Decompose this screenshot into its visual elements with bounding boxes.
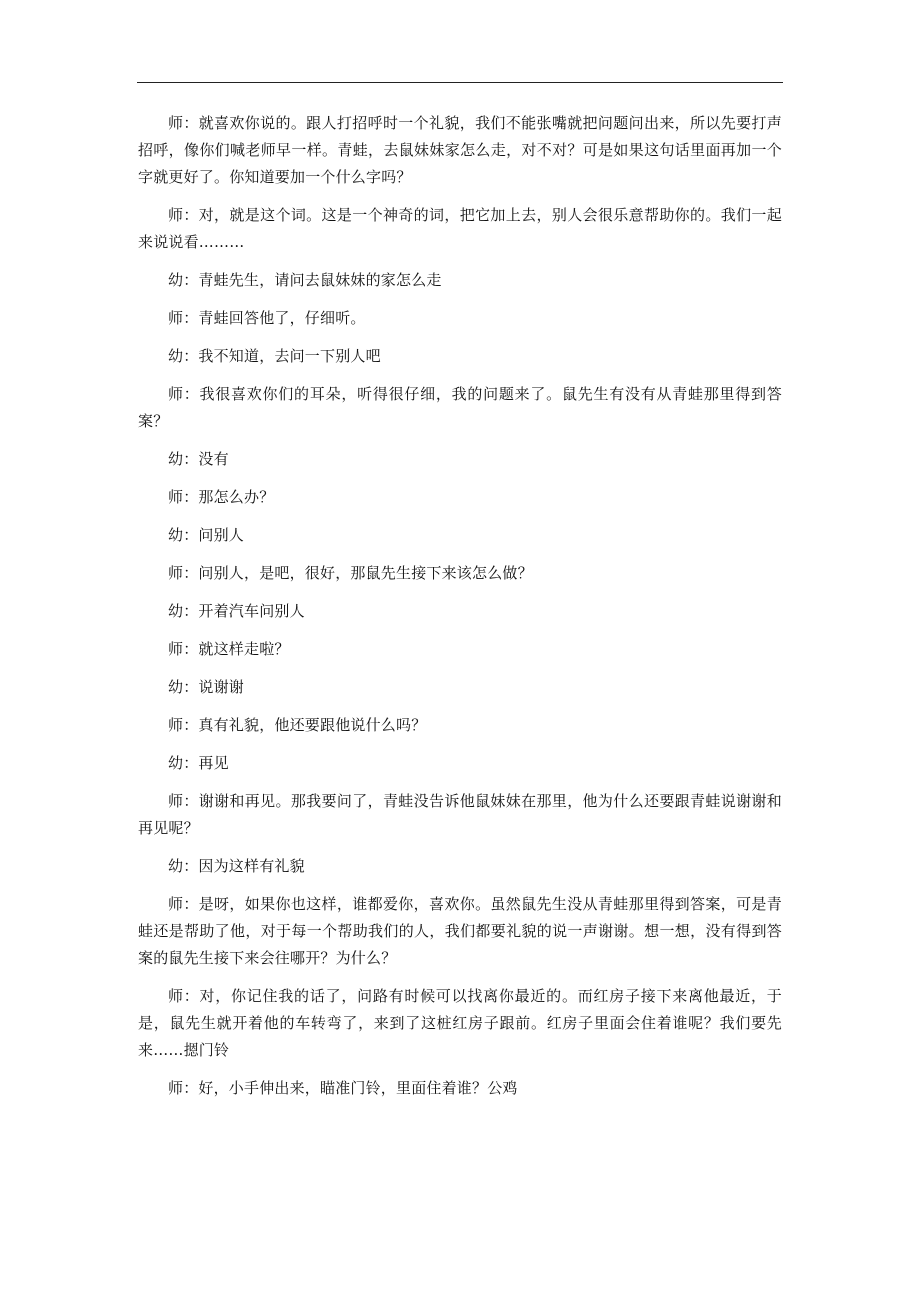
- dialogue-paragraph: 幼：我不知道，去问一下别人吧: [168, 347, 381, 365]
- dialogue-paragraph: 师：那怎么办？: [168, 488, 275, 506]
- dialogue-paragraph: 师：问别人，是吧，很好，那鼠先生接下来该怎么做？: [168, 564, 533, 582]
- dialogue-paragraph: 幼：因为这样有礼貌: [168, 857, 305, 875]
- dialogue-paragraph: 幼：再见: [168, 754, 229, 772]
- header-rule: [137, 82, 783, 83]
- dialogue-paragraph: 师：是呀，如果你也这样，谁都爱你，喜欢你。虽然鼠先生没从青蛙那里得到答案，可是青蛙还是帮助了他，对于每一个帮助我们的人，我们都要礼貌的说一声谢谢。想一想，没有得到答案的鼠先生接下来会往哪开？为什么？: [138, 895, 782, 967]
- dialogue-paragraph: 幼：青蛙先生，请问去鼠妹妹的家怎么走: [168, 271, 442, 289]
- document-body: [138, 110, 782, 1113]
- dialogue-paragraph: 师：真有礼貌，他还要跟他说什么吗？: [168, 716, 427, 734]
- dialogue-paragraph: 师：我很喜欢你们的耳朵，听得很仔细，我的问题来了。鼠先生有没有从青蛙那里得到答案？: [138, 385, 782, 430]
- dialogue-paragraph: 幼：问别人: [168, 526, 245, 544]
- dialogue-paragraph: 师：谢谢和再见。那我要问了，青蛙没告诉他鼠妹妹在那里，他为什么还要跟青蛙说谢谢和再见呢？: [138, 792, 782, 837]
- dialogue-paragraph: 师：对，你记住我的话了，问路有时候可以找离你最近的。而红房子接下来离他最近，于是，鼠先生就开着他的车转弯了，来到了这桩红房子跟前。红房子里面会住着谁呢？我们要先来……摁门铃: [138, 987, 782, 1059]
- dialogue-paragraph: 师：就这样走啦？: [168, 640, 290, 658]
- dialogue-paragraph: 师：对，就是这个词。这是一个神奇的词，把它加上去，别人会很乐意帮助你的。我们一起来说说看………: [138, 206, 782, 251]
- dialogue-paragraph: 幼：没有: [168, 450, 229, 468]
- dialogue-paragraph: 师：就喜欢你说的。跟人打招呼时一个礼貌，我们不能张嘴就把问题问出来，所以先要打声招呼，像你们喊老师早一样。青蛙，去鼠妹妹家怎么走，对不对？可是如果这句话里面再加一个字就更好了。你知道要加一个什么字吗？: [138, 114, 782, 186]
- dialogue-paragraph: 幼：说谢谢: [168, 678, 245, 696]
- dialogue-paragraph: 师：好，小手伸出来，瞄准门铃，里面住着谁？公鸡: [168, 1079, 518, 1097]
- dialogue-paragraph: 幼：开着汽车问别人: [168, 602, 305, 620]
- dialogue-paragraph: 师：青蛙回答他了，仔细听。: [168, 309, 366, 327]
